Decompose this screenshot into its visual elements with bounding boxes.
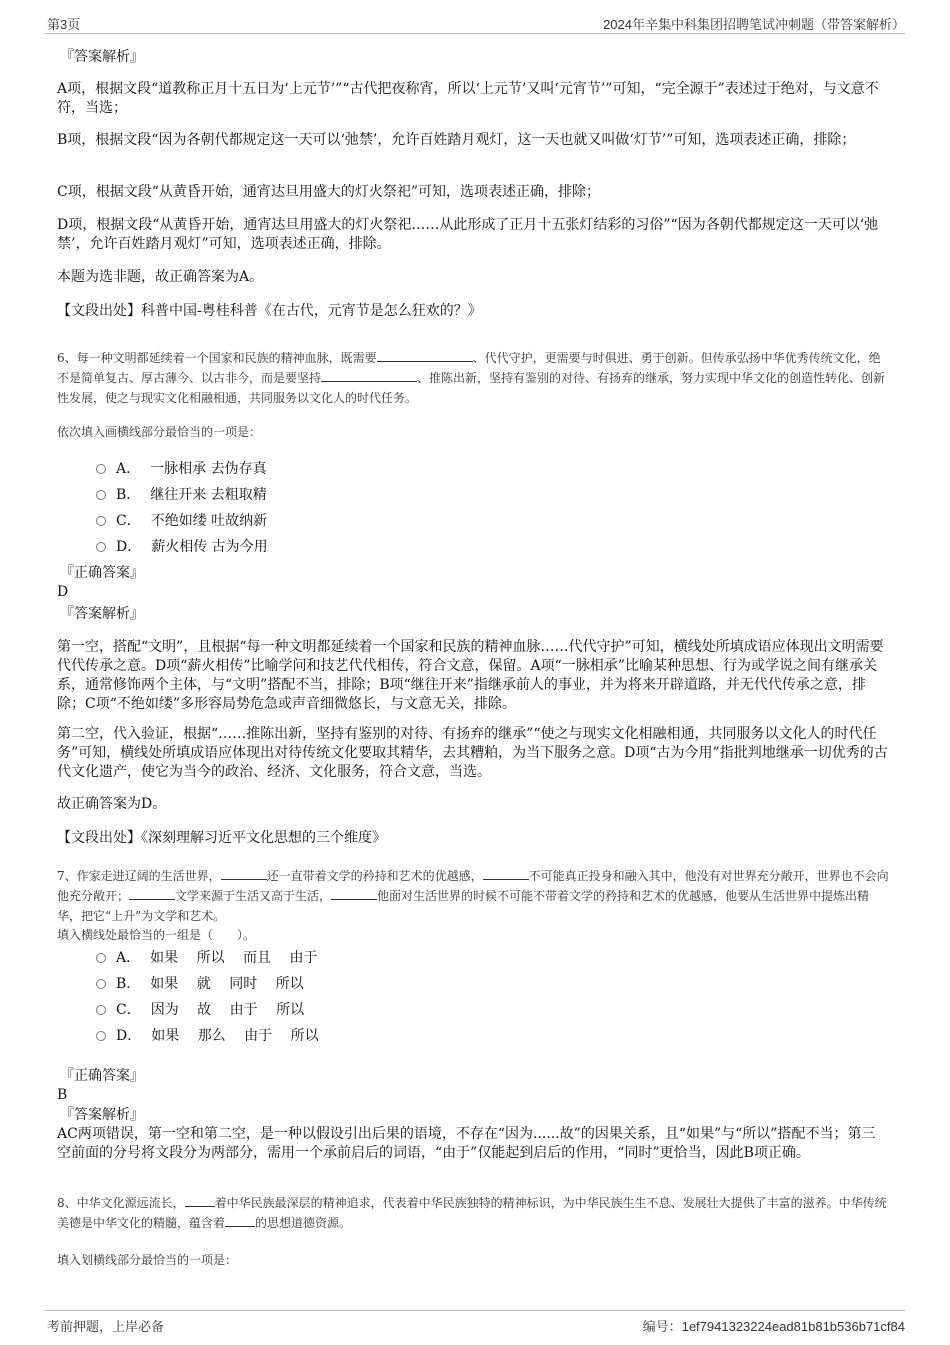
q7-correct-label: 『正确答案』 [60,1068,144,1084]
q6-answer: D [57,584,69,600]
q7-blank-2 [483,867,529,880]
footer-divider [45,1310,905,1311]
q5-analysis-a: A项，根据文段“道教称正月十五日为‘上元节’”“古代把夜称宵，所以‘上元节’又叫‘元宵节’”可知，“完全源于”表述过于绝对，与文意不符，当选； [57,81,879,116]
q7-stem: 7、作家走进辽阔的生活世界， 还一直带着文学的矜持和艺术的优越感， 不可能真正投身和融入其中，他没有对世界充分敞开，世界也不会向他充分敞开； 文学来源于生活又高于生活， 他面对生活世界的时候不可能不带着文学的矜持和艺术的优越感，他要从生活世界中提炼出精华，把它“上升”为文学和艺术。 [57,869,889,923]
q7-blank-3 [129,887,175,900]
q6-instruction: 依次填入画横线部分最恰当的一项是： [57,425,262,439]
q5-analysis-d: D项，根据文段“从黄昏开始，通宵达旦用盛大的灯火祭祀……从此形成了正月十五张灯结彩的习俗”“因为各朝代都规定这一天可以‘弛禁’，允许百姓踏月观灯”可知，选项表述正确，排除。 [57,217,879,252]
radio-icon[interactable] [96,516,106,526]
q5-analysis-c: C项，根据文段“从黄昏开始，通宵达旦用盛大的灯火祭祀”可知，选项表述正确，排除； [57,184,601,200]
q6-analysis-1: 第一空，搭配“文明”，且根据“每一种文明都延续着一个国家和民族的精神血脉……代代守护”可知，横线处所填成语应体现出文明需要代代传承之意。D项“薪火相传”比喻学问和技艺代代相传，符合文意，保留。A项“一脉相承”比喻某种思想、行为或学说之间有继承关系，通常修饰两个主体，与“文明”搭配不当，排除；B项“继往开来”指继承前人的事业，并为将来开辟道路，并无代代传承之意，排除；C项“不绝如缕”多形容局势危急或声音细微悠长，与文意无关，排除。 [57,639,884,712]
q6-option-d[interactable]: D． 薪火相传 古为今用 [96,536,268,556]
q6-analysis-2: 第二空，代入验证，根据“……推陈出新，坚持有鉴别的对待、有扬弃的继承”“使之与现实文化相融相通，共同服务以文化人的时代任务”可知，横线处所填成语应体现出对待传统文化要取其精华，去其糟粕，为当下服务之意。D项“古为今用”指批判地继承一切优秀的古代文化遗产，使它为当今的政治、经济、文化服务，符合文意，当选。 [57,726,888,780]
document-title: 2024年辛集中科集团招聘笔试冲刺题（带答案解析） [603,17,905,32]
q5-conclusion: 本题为选非题，故正确答案为A。 [57,269,264,285]
page-number: 第3页 [47,17,81,32]
header-divider [45,33,905,34]
q7-blank-4 [331,887,377,900]
q5-analysis-b: B项，根据文段“因为各朝代都规定这一天可以‘弛禁’，允许百姓踏月观灯，这一天也就又叫做‘灯节’”可知，选项表述正确，排除； [57,132,856,148]
q6-option-b[interactable]: B． 继往开来 去粗取精 [96,484,267,504]
q7-option-b[interactable]: B． 如果 就 同时 所以 [96,973,304,993]
q6-option-c[interactable]: C． 不绝如缕 吐故纳新 [96,510,267,530]
q7-answer: B [57,1087,68,1103]
q6-blank-2 [321,369,417,382]
q6-conclusion: 故正确答案为D。 [57,796,167,812]
q5-source: 【文段出处】科普中国-粤桂科普《在古代，元宵节是怎么狂欢的？》 [57,303,482,319]
radio-icon[interactable] [96,1005,106,1015]
q6-correct-label: 『正确答案』 [60,565,144,581]
document-code: 编号：1ef7941323224ead81b81b536b71cf84 [642,1319,905,1334]
q7-analysis: AC两项错误，第一空和第二空，是一种以假设引出后果的语境，不存在“因为......故”的因果关系，且“如果”与“所以”搭配不当；第三空前面的分号将文段分为两部分，需用一个承前启后的词语，“由于”仅能起到启后的作用，“同时”更恰当，因此B项正确。 [57,1126,876,1161]
footer-slogan: 考前押题，上岸必备 [47,1320,165,1335]
q6-blank-1 [377,349,473,362]
q6-source: 【文段出处】《深刻理解习近平文化思想的三个维度》 [57,830,386,846]
q7-option-a[interactable]: A． 如果 所以 而且 由于 [96,947,317,967]
q8-blank-2 [225,1214,255,1227]
q7-option-d[interactable]: D． 如果 那么 由于 所以 [96,1025,319,1045]
radio-icon[interactable] [96,979,106,989]
q6-option-a[interactable]: A． 一脉相承 去伪存真 [96,458,267,478]
radio-icon[interactable] [96,490,106,500]
q6-analysis-label: 『答案解析』 [60,606,144,622]
q7-analysis-label: 『答案解析』 [60,1107,144,1123]
radio-icon[interactable] [96,1031,106,1041]
q7-option-c[interactable]: C． 因为 故 由于 所以 [96,999,304,1019]
q8-stem: 8、中华文化源远流长， 着中华民族最深层的精神追求，代表着中华民族独特的精神标识，为中华民族生生不息、发展壮大提供了丰富的滋养。中华传统美德是中华文化的精髓，蕴含着 的思想道德资源。 [57,1196,887,1230]
radio-icon[interactable] [96,542,106,552]
q7-blank-1 [221,867,267,880]
q5-analysis-label: 『答案解析』 [60,49,144,65]
q7-instruction: 填入横线处最恰当的一组是（ ）。 [57,928,256,942]
q8-blank-1 [185,1194,215,1207]
radio-icon[interactable] [96,464,106,474]
q6-stem: 6、每一种文明都延续着一个国家和民族的精神血脉，既需要 、代代守护，更需要与时俱进、勇于创新。但传承弘扬中华优秀传统文化，绝不是简单复古、厚古薄今、以古非今，而是要坚持 、推陈出新，坚持有鉴别的对待、有扬弃的继承，努力实现中华文化的创造性转化、创新性发展，使之与现实文化相融相通，共同服务以文化人的时代任务。 [57,351,886,405]
q8-instruction: 填入划横线部分最恰当的一项是： [57,1253,238,1267]
radio-icon[interactable] [96,953,106,963]
